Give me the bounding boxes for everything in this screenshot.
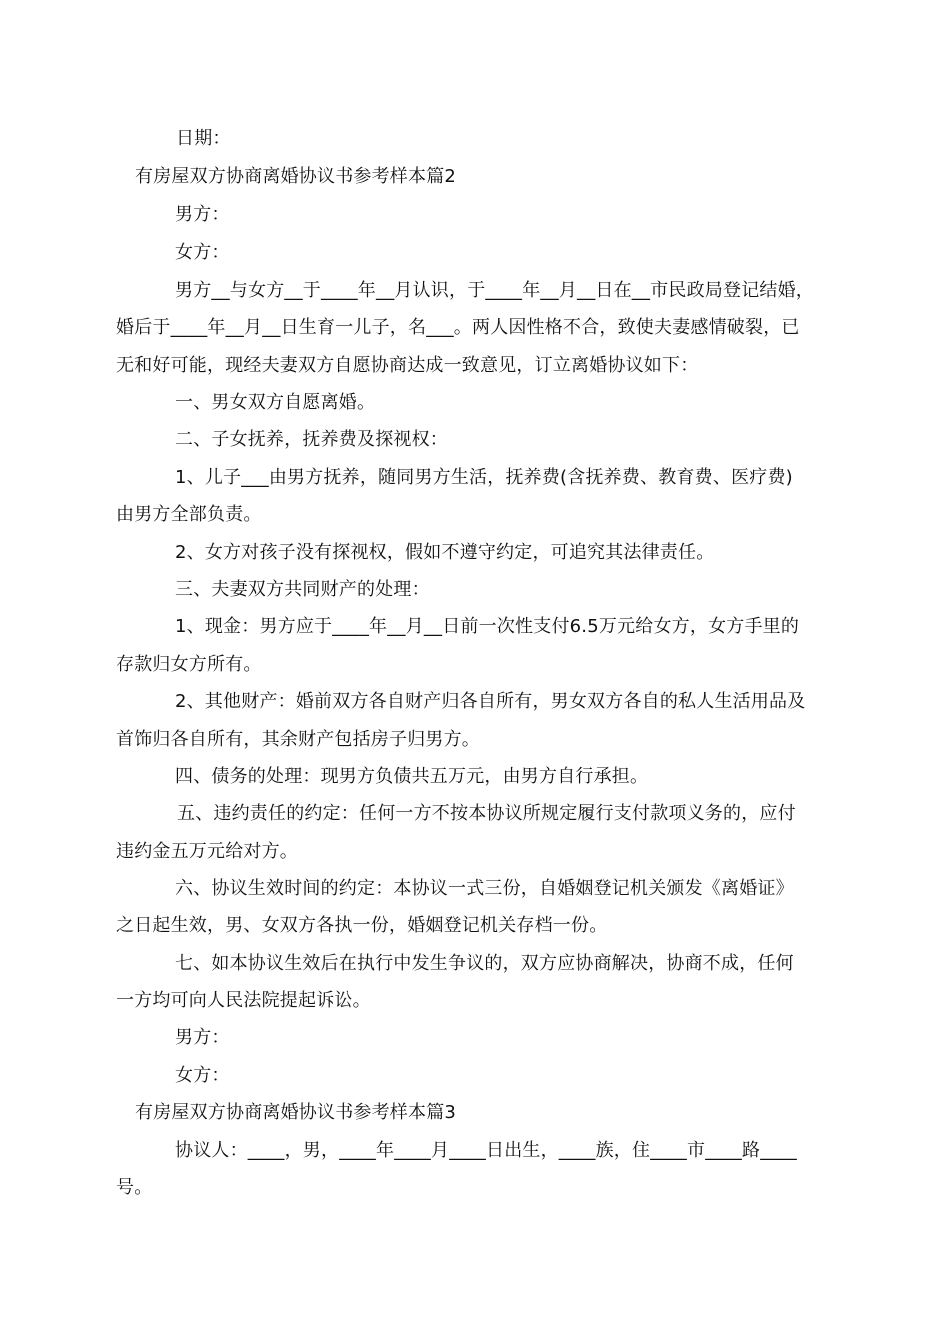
paragraph-line: 男方__与女方__于____年__月认识，于____年__月__日在__市民政局登记结婚， bbox=[175, 280, 814, 301]
clause-3-item-1-cont: 存款归女方所有。 bbox=[116, 654, 262, 675]
wife-signature-label: 女方： bbox=[175, 1065, 230, 1086]
clause-2-item-1: 1、儿子___由男方抚养，随同男方生活，抚养费(含抚养费、教育费、医疗费) bbox=[175, 467, 793, 488]
clause-6-cont: 之日起生效，男、女双方各执一份，婚姻登记机关存档一份。 bbox=[116, 915, 608, 936]
paragraph-line: 无和好可能，现经夫妻双方自愿协商达成一致意见，订立离婚协议如下： bbox=[116, 355, 699, 376]
clause-3: 三、夫妻双方共同财产的处理： bbox=[175, 579, 430, 600]
husband-label: 男方： bbox=[175, 204, 230, 225]
clause-7-cont: 一方均可向人民法院提起诉讼。 bbox=[116, 990, 371, 1011]
paragraph-line: 婚后于____年__月__日生育一儿子，名___。两人因性格不合，致使夫妻感情破裂，已 bbox=[116, 317, 800, 338]
clause-3-item-2: 2、其他财产：婚前双方各自财产归各自所有，男女双方各自的私人生活用品及 bbox=[175, 691, 806, 712]
clause-3-item-1: 1、现金：男方应于____年__月__日前一次性支付6.5万元给女方，女方手里的 bbox=[175, 616, 800, 637]
clause-5-cont: 违约金五万元给对方。 bbox=[116, 841, 298, 862]
clause-1: 一、男女双方自愿离婚。 bbox=[175, 392, 376, 413]
clause-5: 五、违约责任的约定：任何一方不按本协议所规定履行支付款项义务的，应付 bbox=[177, 803, 796, 824]
clause-2: 二、子女抚养，抚养费及探视权： bbox=[175, 429, 448, 450]
wife-label: 女方： bbox=[175, 242, 230, 263]
party-info-line: 协议人：____，男，____年____月____日出生，____族，住____市____路____ bbox=[175, 1140, 797, 1161]
date-label: 日期： bbox=[176, 128, 231, 149]
clause-2-item-1-cont: 由男方全部负责。 bbox=[116, 504, 262, 525]
section-heading-3: 有房屋双方协商离婚协议书参考样本篇3 bbox=[135, 1102, 457, 1123]
clause-6: 六、协议生效时间的约定：本协议一式三份，自婚姻登记机关颁发《离婚证》 bbox=[175, 878, 794, 899]
clause-3-item-2-cont: 首饰归各自所有，其余财产包括房子归男方。 bbox=[116, 729, 480, 750]
clause-4: 四、债务的处理：现男方负债共五万元，由男方自行承担。 bbox=[175, 766, 649, 787]
clause-7: 七、如本协议生效后在执行中发生争议的，双方应协商解决，协商不成，任何 bbox=[175, 953, 794, 974]
clause-2-item-2: 2、女方对孩子没有探视权，假如不遵守约定，可追究其法律责任。 bbox=[175, 542, 715, 563]
husband-signature-label: 男方： bbox=[175, 1027, 230, 1048]
section-heading-2: 有房屋双方协商离婚协议书参考样本篇2 bbox=[135, 166, 457, 187]
party-info-line-cont: 号。 bbox=[116, 1177, 153, 1198]
